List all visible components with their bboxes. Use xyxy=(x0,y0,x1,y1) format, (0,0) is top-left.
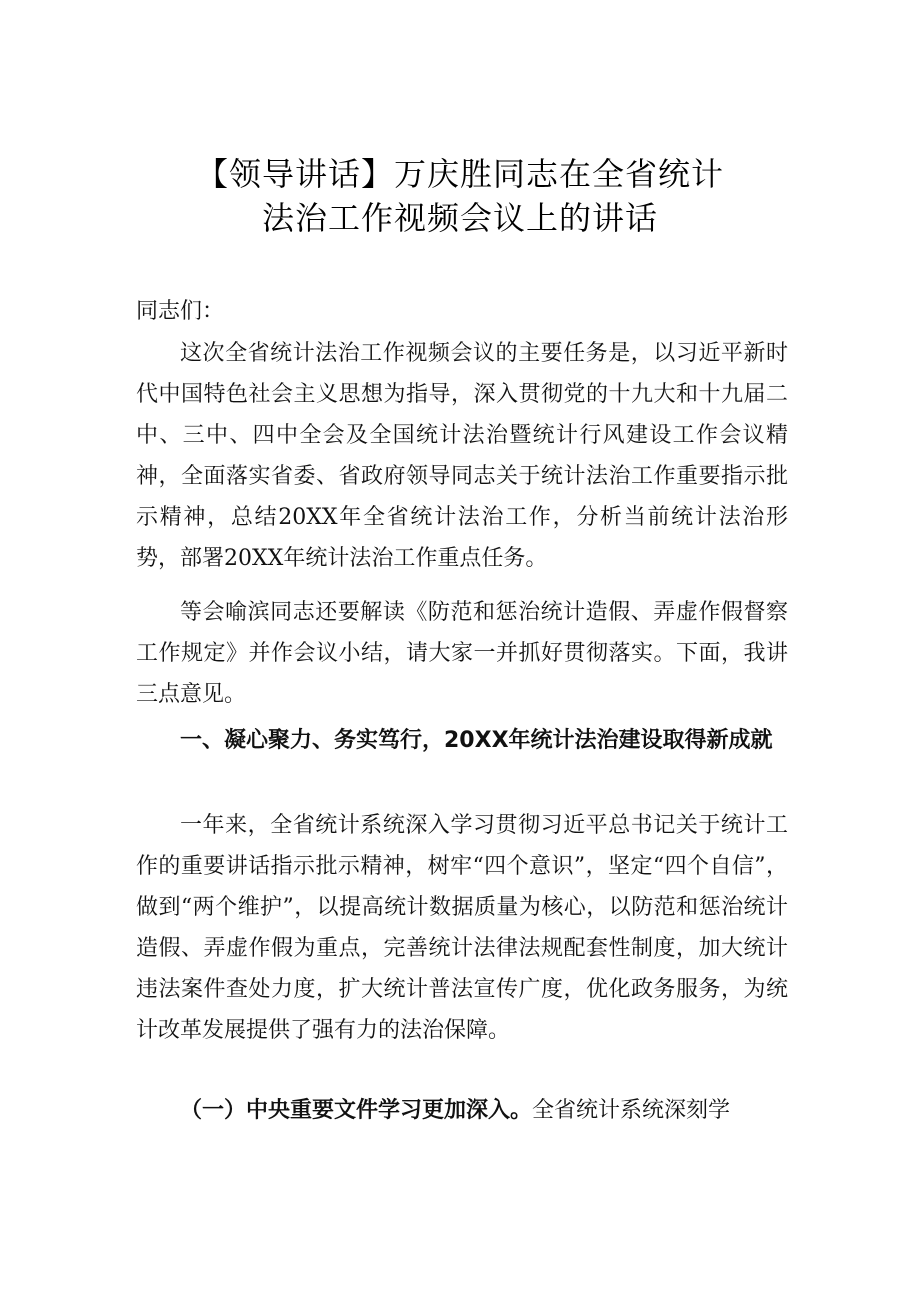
salutation: 同志们： xyxy=(136,299,225,324)
subsection-heading-1: （一）中央重要文件学习更加深入。 xyxy=(180,1098,533,1123)
paragraph-2: 等会喻滨同志还要解读《防范和惩治统计造假、弄虚作假督察工作规定》并作会议小结，请大家一并抓好贯彻落实。下面，我讲三点意见。 xyxy=(136,600,788,707)
section-heading-1: 一、凝心聚力、务实笃行，20XX年统计法治建设取得新成就 xyxy=(180,728,773,753)
paragraph-3: 一年来，全省统计系统深入学习贯彻习近平总书记关于统计工作的重要讲话指示批示精神，树牢“四个意识”，坚定“四个自信”，做到“两个维护”，以提高统计数据质量为核心，以防范和惩治统计造假、弄虚作假为重点，完善统计法律法规配套性制度，加大统计违法案件查处力度，扩大统计普法宣传广度，优化政务服务，为统计改革发展提供了强有力的法治保障。 xyxy=(136,813,788,1043)
document-title-line-2: 法治工作视频会议上的讲话 xyxy=(261,199,658,237)
subsection-text-1: 全省统计系统深刻学 xyxy=(532,1098,731,1123)
paragraph-1: 这次全省统计法治工作视频会议的主要任务是，以习近平新时代中国特色社会主义思想为指导，深入贯彻党的十九大和十九届二中、三中、四中全会及全国统计法治暨统计行风建设工作会议精神，全面落实省委、省政府领导同志关于统计法治工作重要指示批示精神，总结20XX年全省统计法治工作，分析当前统计法治形势，部署20XX年统计法治工作重点任务。 xyxy=(136,341,788,571)
subsection-paragraph-1 xyxy=(136,1090,788,1131)
document-title-line-1: 【领导讲话】万庆胜同志在全省统计 xyxy=(195,155,724,193)
